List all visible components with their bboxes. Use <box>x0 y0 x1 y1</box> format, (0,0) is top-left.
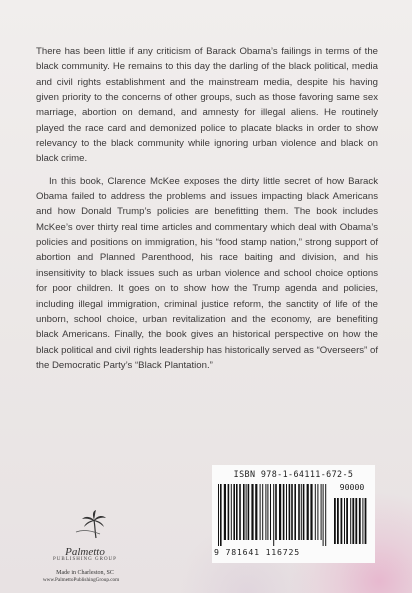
barcode-bar <box>325 484 326 546</box>
barcode-bar <box>233 484 235 540</box>
palm-tree-icon <box>74 510 114 540</box>
price-code: 90000 <box>339 482 365 492</box>
barcode-bar <box>251 484 253 540</box>
barcode-bar <box>355 498 357 544</box>
barcode-bar <box>275 484 277 540</box>
barcode-bar <box>220 484 222 546</box>
barcode-bar <box>218 484 219 546</box>
isbn-label: ISBN 978-1-64111-672-5 <box>233 469 354 479</box>
publisher-group: PUBLISHING GROUP <box>53 557 117 562</box>
publisher-name: Palmetto <box>65 546 105 558</box>
barcode-bar <box>248 484 250 540</box>
barcode-bar <box>301 484 302 540</box>
barcode-bar <box>294 484 296 540</box>
barcode-bar <box>262 484 263 540</box>
barcode-bar <box>352 498 354 544</box>
barcode-bar <box>267 484 268 540</box>
publisher-website: www.PalmettoPublishingGroup.com <box>42 577 120 583</box>
barcode-bar <box>246 484 247 540</box>
barcode-bar <box>298 484 300 540</box>
barcode-bar <box>341 498 343 544</box>
barcode-bar <box>362 498 363 544</box>
barcode-bar <box>334 498 336 544</box>
publisher-imprint <box>44 508 126 583</box>
publisher-logo <box>44 508 126 538</box>
barcode-bar <box>359 498 361 544</box>
barcode-bar <box>321 484 322 540</box>
barcode-bar <box>307 484 309 540</box>
barcode-bar <box>286 484 287 540</box>
barcode-bar <box>291 484 293 540</box>
barcode-bar <box>344 498 345 544</box>
barcode-bar <box>283 484 285 540</box>
barcode-bar <box>337 498 339 544</box>
barcode-bar <box>315 484 316 540</box>
barcode-bar <box>273 484 274 546</box>
publisher-location: Made in Charleston, SC <box>56 570 114 576</box>
barcode-bar <box>289 484 291 540</box>
blurb-paragraph-1: There has been little if any criticism of Barack Obama’s failings in terms of the black community. He remains to this day the darling of the black political, media and civil rights establishment and the mainstream media, despite his having given priority to the concerns of other groups, such as those favoring same sex marriage, abortion on demand, and amnesty for illegal aliens. He routinely played the race card and demonized police to placate blacks in order to show relevancy to the black community while ignoring urban violence and black on black crime. <box>36 46 378 165</box>
barcode-bar <box>279 484 281 540</box>
barcode-bar <box>228 484 230 540</box>
barcode-bar <box>243 484 245 540</box>
barcode-bar <box>270 484 271 540</box>
barcode-bar <box>350 498 351 544</box>
barcode-bar <box>317 484 318 540</box>
barcode-bar <box>323 484 324 546</box>
ean-digits: 9 781641 116725 <box>214 547 300 557</box>
barcode-bar <box>310 484 312 540</box>
barcode-bar <box>255 484 257 540</box>
barcode-bar <box>365 498 367 544</box>
barcode-bar <box>224 484 226 540</box>
back-cover-blurb <box>36 44 378 373</box>
barcode-bar <box>346 498 348 544</box>
barcode-bar <box>231 484 232 540</box>
barcode-bar <box>265 484 266 540</box>
ean-bars <box>218 484 370 546</box>
isbn-barcode <box>212 465 375 563</box>
barcode-bar <box>236 484 238 540</box>
barcode-bar <box>303 484 305 540</box>
barcode-bar <box>239 484 241 540</box>
barcode-bar <box>260 484 261 540</box>
blurb-paragraph-2: In this book, Clarence McKee exposes the dirty little secret of how Barack Obama failed to address the problems and issues impacting black Americans and how Donald Trump’s policies are benefitting them. The book includes McKee’s over thirty real time articles and commentary which deal with Obama’s policies and positions on immigration, his “food stamp nation,” strong support of abortion and Planned Parenthood, his race baiting and division, and his insensitivity to black issues such as urban violence and school choice options for poor children. It goes on to show how the Trump agenda and policies, including illegal immigration, criminal justice reform, the sanctity of life of the unborn, school choice, urban revitalization and the economy, are benefiting black Americans. Finally, the book gives an historical perspective on how the black political and civil rights leadership has historically served as “Overseers” of the Democratic Party’s “Black Plantation.” <box>36 175 378 371</box>
